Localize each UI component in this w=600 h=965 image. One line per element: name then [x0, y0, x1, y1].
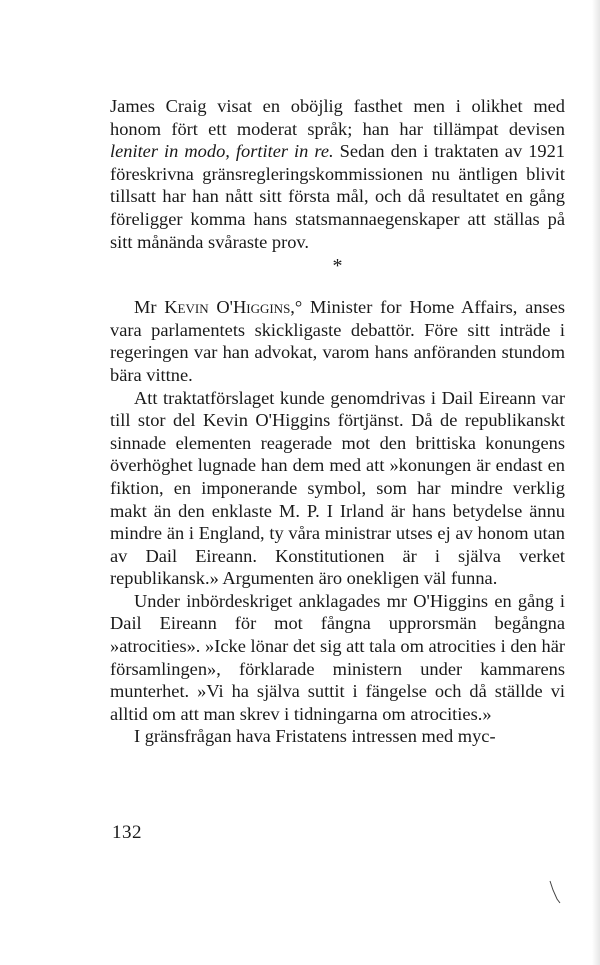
pencil-mark	[548, 880, 562, 904]
paragraph-4: Under inbördeskriget anklagades mr O'Higgins en gång i Dail Eireann för mot fångna upprorsmän begångna »atrocities». »Icke lönar det sig att tala om atrocities i den här församlingen», förklarade ministern under kammarens munterhet. »Vi ha själva suttit i fängelse och då ställde vi alltid om att man skrev i tidningarna om atrocities.»	[110, 590, 565, 724]
latin-motto: leniter in modo, fortiter in re.	[110, 141, 334, 162]
person-name: Kevin O'Higgins	[164, 297, 291, 318]
para1-line3-post: Sedan den i	[333, 141, 429, 162]
para2-suffix: ,° Minister for Home Affairs, anses vara parlamentets skickligaste debattör. Före sitt inträde i regeringen var han advokat, varom hans anföranden stundom bära vittne.	[110, 297, 565, 385]
para1-rest: traktaten av 1921 föreskrivna gränsregleringskommissionen nu äntligen blivit tillsatt har han nått sitt första mål, och då resultatet en gång föreligger komma hans statsmannaegenskaper att ställas på sitt månända svåraste prov.	[110, 141, 565, 252]
page-edge-shadow	[592, 0, 600, 965]
paragraph-1	[110, 95, 565, 253]
para1-line1: James Craig visat en oböjlig fasthet men i olikhet	[110, 96, 523, 116]
paragraph-3: Att traktatförslaget kunde genomdrivas i Dail Eireann var till stor del Kevin O'Higgins förtjänst. Då de republikanskt sinnade elementen reagerade mot den brittiska konungens överhöghet lugnade han dem med att »konungen är endast en fiktion, en imponerande symbol, som har mindre verklig makt än den enklaste M. P. I Irland är hans betydelse ännu mindre än i England, ty våra ministrar utses ej av honom utan av Dail Eireann. Konstitutionen är i själva verket republikansk.» Argumenten äro onekligen väl funna.	[110, 387, 565, 589]
para1-line3-pre: devisen	[508, 118, 565, 139]
paragraph-2	[110, 296, 565, 386]
paragraph-5: I gränsfrågan hava Fristatens intressen med myc-	[134, 726, 496, 747]
body-text	[110, 95, 565, 748]
page-number: 132	[112, 822, 142, 843]
section-separator: *	[332, 255, 343, 278]
para1-line2: med honom fört ett moderat språk; han har tillämpat	[110, 96, 565, 139]
para2-prefix: Mr	[134, 297, 165, 318]
